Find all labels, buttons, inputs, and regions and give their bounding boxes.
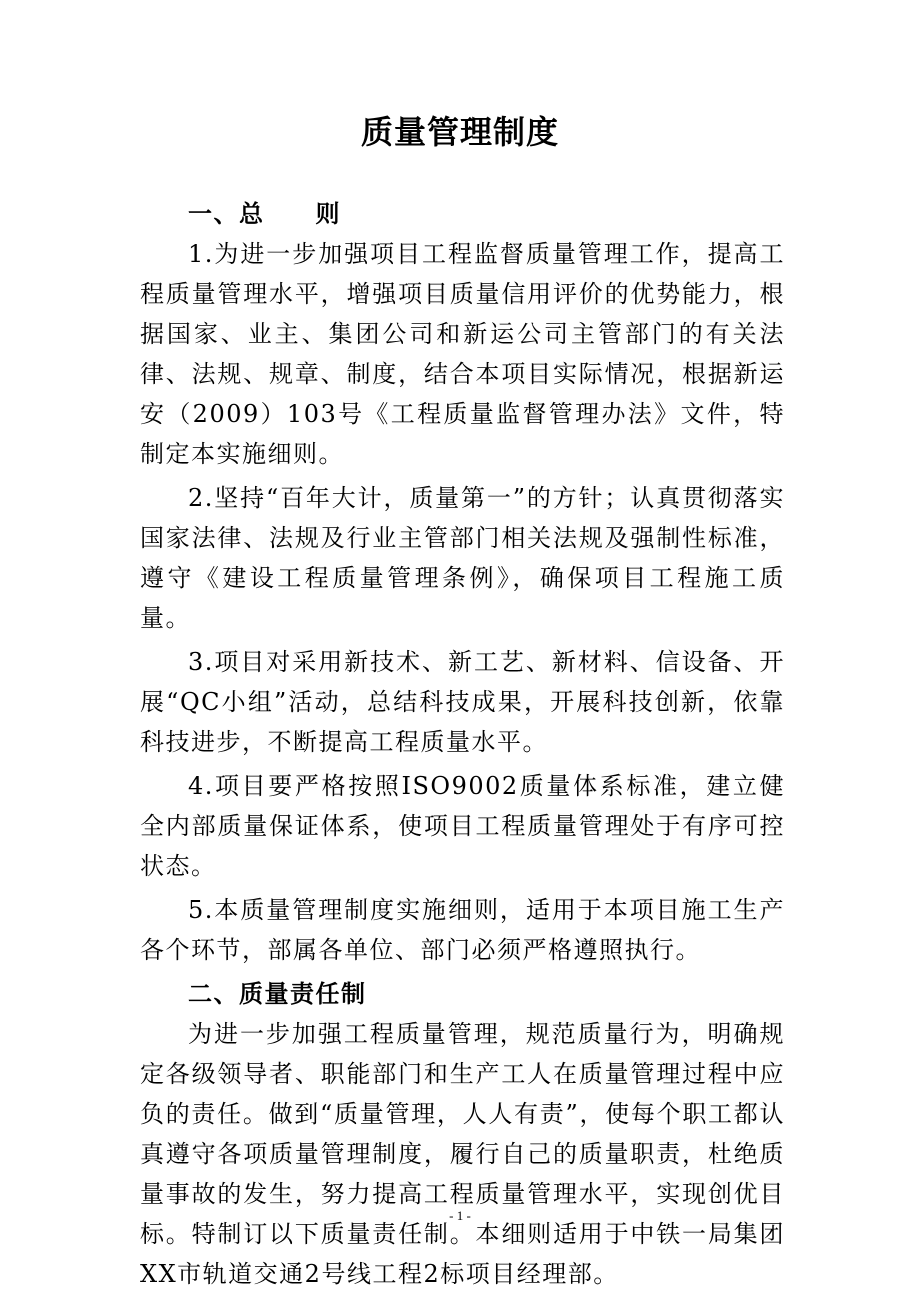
paragraph-5: 5.本质量管理制度实施细则，适用于本项目施工生产各个环节，部属各单位、部门必须严格遵照执行。 (140, 896, 785, 964)
paragraph-1: 1.为进一步加强项目工程监督质量管理工作，提高工程质量管理水平，增强项目质量信用评价的优势能力，根据国家、业主、集团公司和新运公司主管部门的有关法律、法规、规章、制度，结合本项目实际情况，根据新运安（2009）103号《工程质量监督管理办法》文件，特制定本实施细则。 (140, 240, 785, 468)
document-body (140, 194, 785, 1294)
section-heading-general: 一、总 则 (188, 200, 341, 228)
paragraph-4: 4.项目要严格按照ISO9002质量体系标准，建立健全内部质量保证体系，使项目工程质量管理处于有序可控状态。 (140, 772, 785, 880)
document-title: 质量管理制度 (360, 113, 559, 151)
paragraph-3: 3.项目对采用新技术、新工艺、新材料、信设备、开展“QC小组”活动，总结科技成果，开展科技创新，依靠科技进步，不断提高工程质量水平。 (140, 648, 785, 756)
paragraph-2: 2.坚持“百年大计，质量第一”的方针；认真贯彻落实国家法律、法规及行业主管部门相关法规及强制性标准，遵守《建设工程质量管理条例》，确保项目工程施工质量。 (140, 484, 785, 632)
paragraph-6: 为进一步加强工程质量管理，规范质量行为，明确规定各级领导者、职能部门和生产工人在质量管理过程中应负的责任。做到“质量管理，人人有责”，使每个职工都认真遵守各项质量管理制度，履行自己的质量职责，杜绝质量事故的发生，努力提高工程质量管理水平，实现创优目标。特制订以下质量责任制。本细则适用于中铁一局集团XX市轨道交通2号线工程2标项目经理部。 (140, 1020, 785, 1288)
page-number: - 1 - (449, 1208, 471, 1223)
section-heading-quality-responsibility: 二、质量责任制 (188, 980, 367, 1008)
